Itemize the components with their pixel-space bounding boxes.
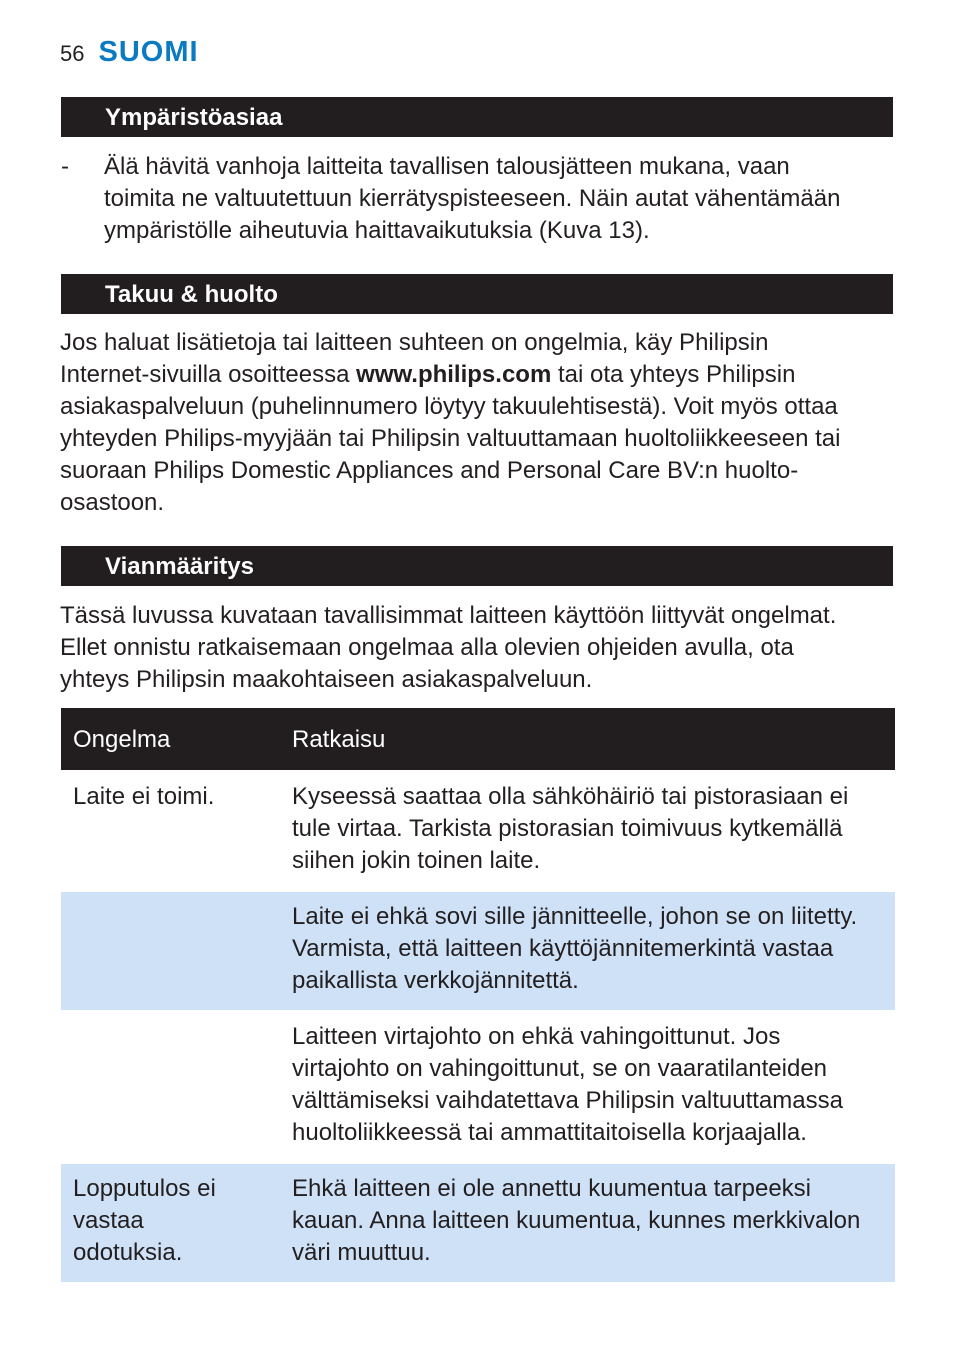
section-header-environment: Ympäristöasiaa (61, 97, 893, 137)
solution-cell: Laitteen virtajohto on ehkä vahingoittunut. Jos virtajohto on vahingoittunut, se on vaaratilanteiden välttämiseksi vaihdatettava Philipsin valtuuttamassa huoltoliikkeessä tai ammattitaitoisella korjaajalla. (280, 1011, 895, 1163)
table-row (61, 1011, 895, 1163)
column-header-solution: Ratkaisu (280, 708, 895, 771)
solution-cell: Ehkä laitteen ei ole annettu kuumentua tarpeeksi kauan. Anna laitteen kuumentua, kunnes merkkivalon väri muuttuu. (280, 1163, 895, 1282)
table-row (61, 891, 895, 1011)
problem-cell: Laite ei toimi. (61, 771, 280, 891)
page-header (60, 36, 199, 72)
solution-cell: Kyseessä saattaa olla sähköhäiriö tai pistorasiaan ei tule virtaa. Tarkista pistorasian toimivuus kytkemällä siihen jokin toinen laite. (280, 771, 895, 891)
problem-cell: Lopputulos ei vastaa odotuksia. (61, 1163, 280, 1282)
table-header-row (61, 708, 895, 771)
language-label: SUOMI (98, 36, 199, 68)
bullet-dash: - (61, 153, 69, 180)
problem-cell (61, 1011, 280, 1163)
troubleshooting-intro: Tässä luvussa kuvataan tavallisimmat laitteen käyttöön liittyvät ongelmat. Ellet onnistu ratkaisemaan ongelmaa alla olevien ohjeiden avulla, ota yhteys Philipsin maakohtaiseen asiakaspalveluun. (60, 602, 837, 693)
philips-website-link[interactable]: www.philips.com (356, 361, 552, 388)
column-header-problem: Ongelma (61, 708, 280, 771)
section-header-warranty: Takuu & huolto (61, 274, 893, 314)
table-row (61, 771, 895, 891)
table-row (61, 1163, 895, 1282)
solution-cell: Laite ei ehkä sovi sille jännitteelle, johon se on liitetty. Varmista, että laitteen käyttöjännitemerkintä vastaa paikallista verkkojännitettä. (280, 891, 895, 1011)
page-number: 56 (60, 41, 85, 66)
troubleshooting-table (61, 708, 895, 1282)
section-header-troubleshooting: Vianmääritys (61, 546, 893, 586)
problem-cell (61, 891, 280, 1011)
warranty-paragraph: Jos haluat lisätietoja tai laitteen suhteen on ongelmia, käy Philipsin Internet-sivuilla osoitteessa www.philips.com tai ota yhteys Philipsin asiakaspalveluun (puhelinnumero löytyy takuulehtisestä). Voit myös ottaa yhteyden Philips-myyjään tai Philipsin valtuuttamaan huoltoliikkeeseen tai suoraan Philips Domestic Appliances and Personal Care BV:n huolto- osastoon. (60, 329, 841, 516)
environment-bullet-text: Älä hävitä vanhoja laitteita tavallisen talousjätteen mukana, vaan toimita ne valtuutettuun kierrätyspisteeseen. Näin autat vähentämään ympäristölle aiheutuvia haittavaikutuksia (Kuva 13). (104, 153, 841, 244)
